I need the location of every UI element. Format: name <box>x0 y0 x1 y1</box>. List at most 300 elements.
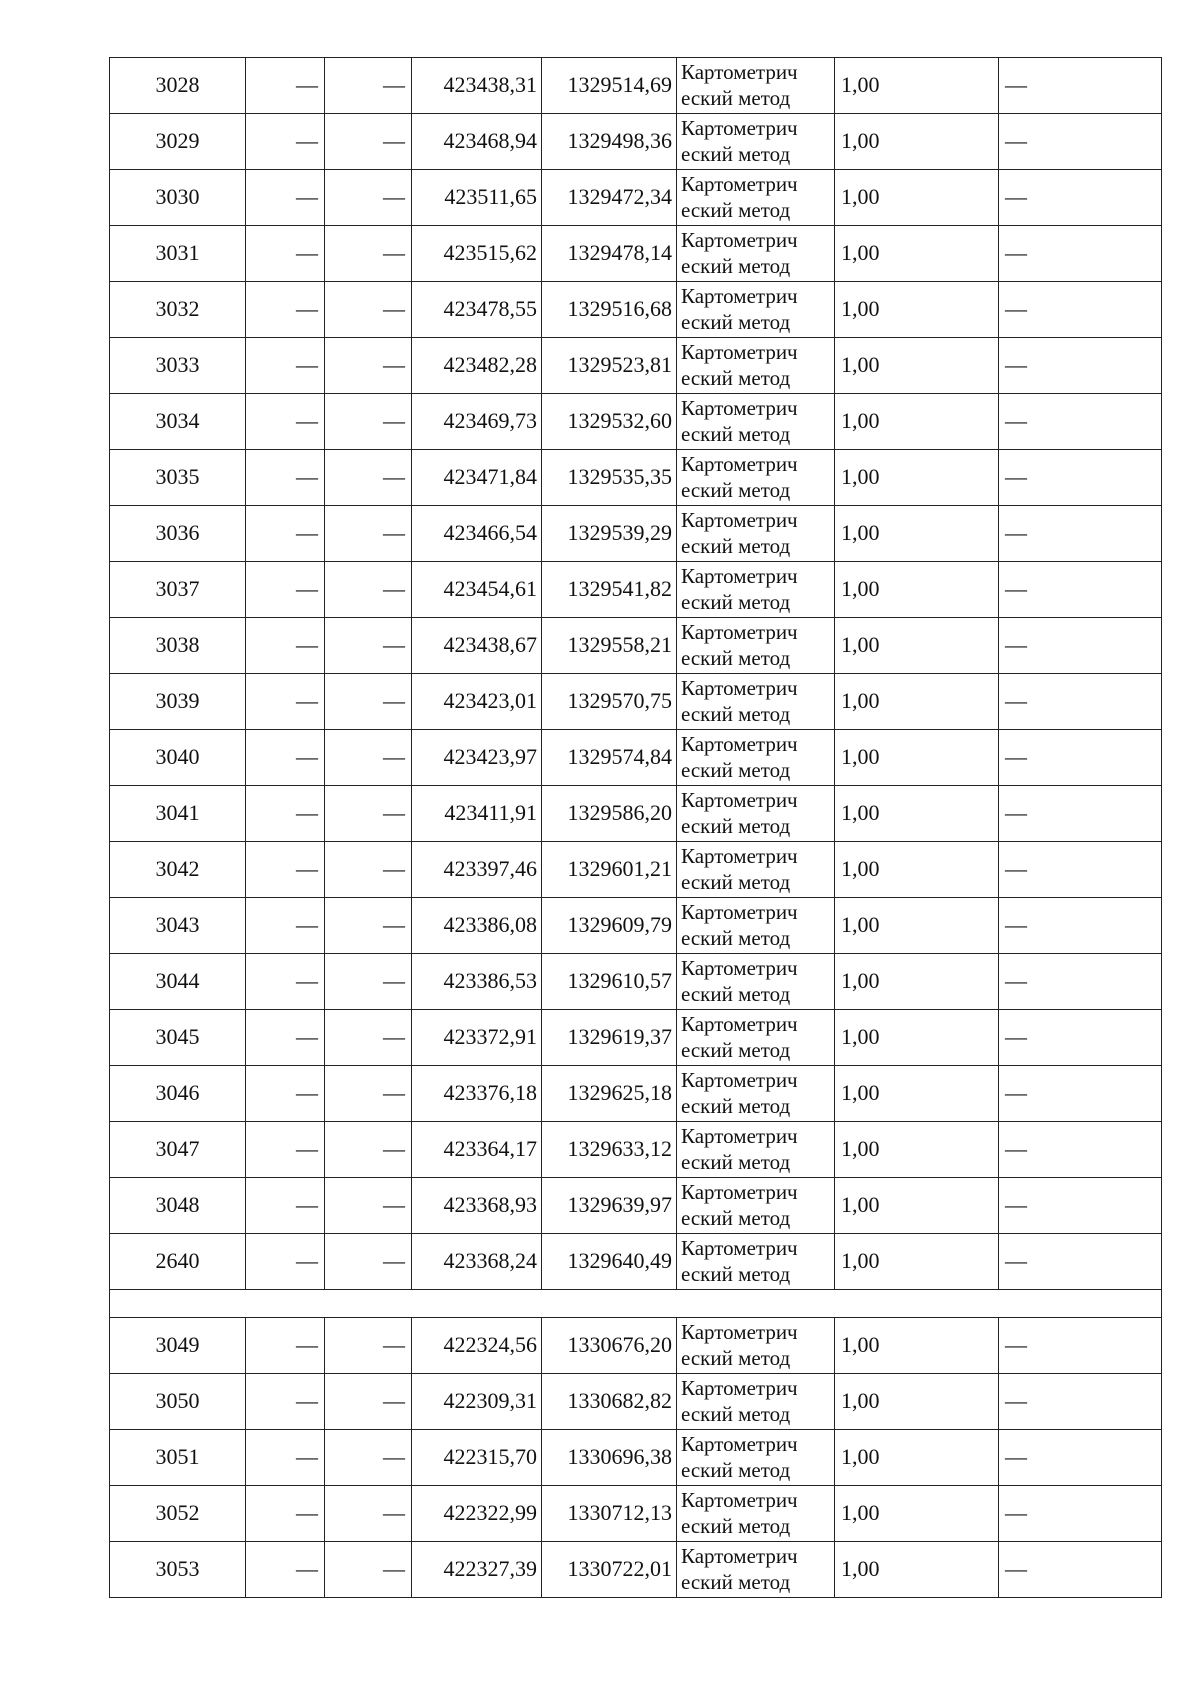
point-number-cell: 3034 <box>110 394 246 450</box>
y-coordinate-cell: 1329586,20 <box>542 786 677 842</box>
point-number-cell: 3043 <box>110 898 246 954</box>
empty-value-cell: — <box>246 394 325 450</box>
method-cell <box>677 114 835 170</box>
empty-value-cell: — <box>325 170 412 226</box>
point-number-cell: 3045 <box>110 1010 246 1066</box>
point-number-cell: 3038 <box>110 618 246 674</box>
description-cell: — <box>999 1066 1162 1122</box>
point-number-cell: 3050 <box>110 1374 246 1430</box>
method-label-line-1: Картометрич <box>681 172 798 197</box>
accuracy-cell: 1,00 <box>835 1178 999 1234</box>
empty-value-cell: — <box>325 226 412 282</box>
point-number-cell: 3049 <box>110 1318 246 1374</box>
point-number-cell: 2640 <box>110 1234 246 1290</box>
empty-value-cell: — <box>246 786 325 842</box>
description-cell: — <box>999 394 1162 450</box>
method-label-line-1: Картометрич <box>681 228 798 253</box>
empty-value-cell: — <box>246 1010 325 1066</box>
method-label-line-1: Картометрич <box>681 900 798 925</box>
empty-value-cell: — <box>325 1542 412 1598</box>
empty-value-cell: — <box>246 954 325 1010</box>
x-coordinate-cell: 423397,46 <box>412 842 542 898</box>
y-coordinate-cell: 1330696,38 <box>542 1430 677 1486</box>
x-coordinate-cell: 423423,97 <box>412 730 542 786</box>
table-row <box>110 618 1162 674</box>
method-label-line-2: еский метод <box>681 365 791 390</box>
x-coordinate-cell: 423511,65 <box>412 170 542 226</box>
method-label-line-1: Картометрич <box>681 1012 798 1037</box>
y-coordinate-cell: 1329535,35 <box>542 450 677 506</box>
y-coordinate-cell: 1329523,81 <box>542 338 677 394</box>
accuracy-cell: 1,00 <box>835 842 999 898</box>
empty-value-cell: — <box>325 282 412 338</box>
method-cell <box>677 394 835 450</box>
method-label-line-1: Картометрич <box>681 1068 798 1093</box>
method-label-line-2: еский метод <box>681 477 791 502</box>
description-cell: — <box>999 1122 1162 1178</box>
method-label-line-2: еский метод <box>681 1037 791 1062</box>
table-row <box>110 58 1162 114</box>
empty-value-cell: — <box>325 730 412 786</box>
method-label-line-1: Картометрич <box>681 1236 798 1261</box>
description-cell: — <box>999 1542 1162 1598</box>
y-coordinate-cell: 1329640,49 <box>542 1234 677 1290</box>
accuracy-cell: 1,00 <box>835 1374 999 1430</box>
empty-value-cell: — <box>325 1066 412 1122</box>
table-row <box>110 170 1162 226</box>
method-label-line-1: Картометрич <box>681 844 798 869</box>
empty-value-cell: — <box>246 730 325 786</box>
empty-value-cell: — <box>246 1122 325 1178</box>
x-coordinate-cell: 423454,61 <box>412 562 542 618</box>
y-coordinate-cell: 1329625,18 <box>542 1066 677 1122</box>
point-number-cell: 3042 <box>110 842 246 898</box>
accuracy-cell: 1,00 <box>835 1542 999 1598</box>
y-coordinate-cell: 1329570,75 <box>542 674 677 730</box>
method-cell <box>677 506 835 562</box>
x-coordinate-cell: 422327,39 <box>412 1542 542 1598</box>
y-coordinate-cell: 1329639,97 <box>542 1178 677 1234</box>
point-number-cell: 3035 <box>110 450 246 506</box>
empty-value-cell: — <box>246 506 325 562</box>
x-coordinate-cell: 423368,24 <box>412 1234 542 1290</box>
method-cell <box>677 898 835 954</box>
empty-value-cell: — <box>246 1318 325 1374</box>
section-separator-row <box>110 1290 1162 1318</box>
empty-value-cell: — <box>325 506 412 562</box>
table-row <box>110 786 1162 842</box>
description-cell: — <box>999 226 1162 282</box>
empty-value-cell: — <box>325 1234 412 1290</box>
method-cell <box>677 282 835 338</box>
method-label-line-2: еский метод <box>681 1401 791 1426</box>
empty-value-cell: — <box>246 1178 325 1234</box>
empty-value-cell: — <box>325 674 412 730</box>
point-number-cell: 3036 <box>110 506 246 562</box>
empty-value-cell: — <box>325 898 412 954</box>
y-coordinate-cell: 1330712,13 <box>542 1486 677 1542</box>
point-number-cell: 3029 <box>110 114 246 170</box>
table-row <box>110 1374 1162 1430</box>
method-cell <box>677 170 835 226</box>
y-coordinate-cell: 1330722,01 <box>542 1542 677 1598</box>
empty-value-cell: — <box>246 450 325 506</box>
method-cell <box>677 1066 835 1122</box>
method-label-line-2: еский метод <box>681 253 791 278</box>
point-number-cell: 3046 <box>110 1066 246 1122</box>
method-label-line-1: Картометрич <box>681 1488 798 1513</box>
method-cell <box>677 1178 835 1234</box>
x-coordinate-cell: 423471,84 <box>412 450 542 506</box>
empty-value-cell: — <box>325 338 412 394</box>
table-row <box>110 1318 1162 1374</box>
method-label-line-2: еский метод <box>681 1261 791 1286</box>
method-cell <box>677 338 835 394</box>
description-cell: — <box>999 1234 1162 1290</box>
description-cell: — <box>999 114 1162 170</box>
description-cell: — <box>999 674 1162 730</box>
point-number-cell: 3041 <box>110 786 246 842</box>
table-body <box>110 58 1162 1598</box>
accuracy-cell: 1,00 <box>835 170 999 226</box>
empty-value-cell: — <box>246 282 325 338</box>
empty-value-cell: — <box>325 1430 412 1486</box>
accuracy-cell: 1,00 <box>835 1122 999 1178</box>
empty-value-cell: — <box>325 58 412 114</box>
table-row <box>110 282 1162 338</box>
method-label-line-1: Картометрич <box>681 340 798 365</box>
accuracy-cell: 1,00 <box>835 954 999 1010</box>
x-coordinate-cell: 423438,31 <box>412 58 542 114</box>
method-label-line-1: Картометрич <box>681 788 798 813</box>
accuracy-cell: 1,00 <box>835 618 999 674</box>
x-coordinate-cell: 423478,55 <box>412 282 542 338</box>
description-cell: — <box>999 450 1162 506</box>
y-coordinate-cell: 1329558,21 <box>542 618 677 674</box>
method-cell <box>677 1486 835 1542</box>
accuracy-cell: 1,00 <box>835 1010 999 1066</box>
x-coordinate-cell: 423368,93 <box>412 1178 542 1234</box>
accuracy-cell: 1,00 <box>835 282 999 338</box>
empty-value-cell: — <box>246 898 325 954</box>
method-label-line-2: еский метод <box>681 309 791 334</box>
accuracy-cell: 1,00 <box>835 338 999 394</box>
method-label-line-2: еский метод <box>681 141 791 166</box>
method-cell <box>677 1542 835 1598</box>
method-label-line-1: Картометрич <box>681 452 798 477</box>
x-coordinate-cell: 423411,91 <box>412 786 542 842</box>
table-row <box>110 1234 1162 1290</box>
x-coordinate-cell: 422315,70 <box>412 1430 542 1486</box>
empty-value-cell: — <box>325 1178 412 1234</box>
table-row <box>110 394 1162 450</box>
method-label-line-1: Картометрич <box>681 956 798 981</box>
separator-cell <box>110 1290 1162 1318</box>
method-label-line-2: еский метод <box>681 1093 791 1118</box>
y-coordinate-cell: 1329601,21 <box>542 842 677 898</box>
x-coordinate-cell: 423482,28 <box>412 338 542 394</box>
method-cell <box>677 1430 835 1486</box>
y-coordinate-cell: 1329619,37 <box>542 1010 677 1066</box>
y-coordinate-cell: 1329610,57 <box>542 954 677 1010</box>
y-coordinate-cell: 1329532,60 <box>542 394 677 450</box>
description-cell: — <box>999 954 1162 1010</box>
coordinates-table <box>109 57 1162 1598</box>
description-cell: — <box>999 1374 1162 1430</box>
empty-value-cell: — <box>246 618 325 674</box>
empty-value-cell: — <box>246 1374 325 1430</box>
method-cell <box>677 842 835 898</box>
method-label-line-2: еский метод <box>681 533 791 558</box>
table-row <box>110 450 1162 506</box>
table-row <box>110 898 1162 954</box>
point-number-cell: 3037 <box>110 562 246 618</box>
empty-value-cell: — <box>325 394 412 450</box>
x-coordinate-cell: 423469,73 <box>412 394 542 450</box>
accuracy-cell: 1,00 <box>835 1486 999 1542</box>
description-cell: — <box>999 1010 1162 1066</box>
table-row <box>110 730 1162 786</box>
method-label-line-2: еский метод <box>681 589 791 614</box>
method-label-line-1: Картометрич <box>681 1432 798 1457</box>
y-coordinate-cell: 1330682,82 <box>542 1374 677 1430</box>
table-row <box>110 338 1162 394</box>
table-row <box>110 1066 1162 1122</box>
empty-value-cell: — <box>325 786 412 842</box>
table-row <box>110 1122 1162 1178</box>
method-label-line-2: еский метод <box>681 645 791 670</box>
point-number-cell: 3033 <box>110 338 246 394</box>
empty-value-cell: — <box>325 1374 412 1430</box>
empty-value-cell: — <box>325 842 412 898</box>
point-number-cell: 3053 <box>110 1542 246 1598</box>
x-coordinate-cell: 423364,17 <box>412 1122 542 1178</box>
point-number-cell: 3044 <box>110 954 246 1010</box>
method-label-line-2: еский метод <box>681 1457 791 1482</box>
empty-value-cell: — <box>246 1234 325 1290</box>
x-coordinate-cell: 423423,01 <box>412 674 542 730</box>
method-label-line-1: Картометрич <box>681 676 798 701</box>
accuracy-cell: 1,00 <box>835 898 999 954</box>
empty-value-cell: — <box>246 1066 325 1122</box>
accuracy-cell: 1,00 <box>835 450 999 506</box>
description-cell: — <box>999 562 1162 618</box>
point-number-cell: 3051 <box>110 1430 246 1486</box>
method-label-line-1: Картометрич <box>681 1180 798 1205</box>
x-coordinate-cell: 423466,54 <box>412 506 542 562</box>
empty-value-cell: — <box>325 1318 412 1374</box>
table-row <box>110 114 1162 170</box>
empty-value-cell: — <box>246 58 325 114</box>
x-coordinate-cell: 423372,91 <box>412 1010 542 1066</box>
method-cell <box>677 58 835 114</box>
method-label-line-1: Картометрич <box>681 508 798 533</box>
y-coordinate-cell: 1329478,14 <box>542 226 677 282</box>
method-label-line-2: еский метод <box>681 1345 791 1370</box>
point-number-cell: 3040 <box>110 730 246 786</box>
method-cell <box>677 1374 835 1430</box>
accuracy-cell: 1,00 <box>835 730 999 786</box>
empty-value-cell: — <box>246 338 325 394</box>
method-cell <box>677 730 835 786</box>
description-cell: — <box>999 506 1162 562</box>
y-coordinate-cell: 1329541,82 <box>542 562 677 618</box>
method-label-line-1: Картометрич <box>681 732 798 757</box>
empty-value-cell: — <box>325 954 412 1010</box>
x-coordinate-cell: 422322,99 <box>412 1486 542 1542</box>
y-coordinate-cell: 1329472,34 <box>542 170 677 226</box>
table-row <box>110 562 1162 618</box>
table-row <box>110 1430 1162 1486</box>
description-cell: — <box>999 338 1162 394</box>
x-coordinate-cell: 423468,94 <box>412 114 542 170</box>
accuracy-cell: 1,00 <box>835 1318 999 1374</box>
method-label-line-2: еский метод <box>681 1513 791 1538</box>
empty-value-cell: — <box>325 618 412 674</box>
table-row <box>110 226 1162 282</box>
method-label-line-2: еский метод <box>681 421 791 446</box>
point-number-cell: 3032 <box>110 282 246 338</box>
table-row <box>110 506 1162 562</box>
y-coordinate-cell: 1329633,12 <box>542 1122 677 1178</box>
point-number-cell: 3030 <box>110 170 246 226</box>
x-coordinate-cell: 423438,67 <box>412 618 542 674</box>
accuracy-cell: 1,00 <box>835 506 999 562</box>
method-label-line-1: Картометрич <box>681 1320 798 1345</box>
description-cell: — <box>999 618 1162 674</box>
method-label-line-1: Картометрич <box>681 564 798 589</box>
method-cell <box>677 786 835 842</box>
table-row <box>110 954 1162 1010</box>
y-coordinate-cell: 1329574,84 <box>542 730 677 786</box>
method-label-line-2: еский метод <box>681 197 791 222</box>
method-cell <box>677 1010 835 1066</box>
table-row <box>110 674 1162 730</box>
method-label-line-2: еский метод <box>681 1569 791 1594</box>
accuracy-cell: 1,00 <box>835 786 999 842</box>
empty-value-cell: — <box>325 114 412 170</box>
description-cell: — <box>999 170 1162 226</box>
method-cell <box>677 450 835 506</box>
point-number-cell: 3031 <box>110 226 246 282</box>
accuracy-cell: 1,00 <box>835 1234 999 1290</box>
method-cell <box>677 1122 835 1178</box>
method-label-line-1: Картометрич <box>681 1124 798 1149</box>
description-cell: — <box>999 1318 1162 1374</box>
table-row <box>110 842 1162 898</box>
method-label-line-2: еский метод <box>681 1149 791 1174</box>
method-cell <box>677 226 835 282</box>
method-label-line-2: еский метод <box>681 85 791 110</box>
empty-value-cell: — <box>325 1122 412 1178</box>
accuracy-cell: 1,00 <box>835 394 999 450</box>
description-cell: — <box>999 1430 1162 1486</box>
x-coordinate-cell: 423386,08 <box>412 898 542 954</box>
empty-value-cell: — <box>246 674 325 730</box>
method-label-line-2: еский метод <box>681 869 791 894</box>
description-cell: — <box>999 730 1162 786</box>
description-cell: — <box>999 282 1162 338</box>
method-label-line-2: еский метод <box>681 813 791 838</box>
empty-value-cell: — <box>246 170 325 226</box>
method-label-line-1: Картометрич <box>681 60 798 85</box>
method-label-line-2: еский метод <box>681 701 791 726</box>
accuracy-cell: 1,00 <box>835 1430 999 1486</box>
method-label-line-1: Картометрич <box>681 116 798 141</box>
y-coordinate-cell: 1329539,29 <box>542 506 677 562</box>
point-number-cell: 3047 <box>110 1122 246 1178</box>
x-coordinate-cell: 423386,53 <box>412 954 542 1010</box>
method-label-line-2: еский метод <box>681 925 791 950</box>
method-label-line-2: еский метод <box>681 757 791 782</box>
point-number-cell: 3048 <box>110 1178 246 1234</box>
accuracy-cell: 1,00 <box>835 114 999 170</box>
y-coordinate-cell: 1330676,20 <box>542 1318 677 1374</box>
method-label-line-2: еский метод <box>681 981 791 1006</box>
empty-value-cell: — <box>325 1486 412 1542</box>
empty-value-cell: — <box>246 1542 325 1598</box>
description-cell: — <box>999 1486 1162 1542</box>
empty-value-cell: — <box>246 226 325 282</box>
accuracy-cell: 1,00 <box>835 226 999 282</box>
empty-value-cell: — <box>325 562 412 618</box>
empty-value-cell: — <box>246 114 325 170</box>
y-coordinate-cell: 1329498,36 <box>542 114 677 170</box>
description-cell: — <box>999 898 1162 954</box>
description-cell: — <box>999 58 1162 114</box>
method-cell <box>677 674 835 730</box>
empty-value-cell: — <box>325 450 412 506</box>
empty-value-cell: — <box>246 842 325 898</box>
method-cell <box>677 954 835 1010</box>
point-number-cell: 3028 <box>110 58 246 114</box>
method-cell <box>677 562 835 618</box>
x-coordinate-cell: 423515,62 <box>412 226 542 282</box>
point-number-cell: 3039 <box>110 674 246 730</box>
accuracy-cell: 1,00 <box>835 1066 999 1122</box>
x-coordinate-cell: 422324,56 <box>412 1318 542 1374</box>
method-label-line-1: Картометрич <box>681 396 798 421</box>
description-cell: — <box>999 786 1162 842</box>
x-coordinate-cell: 422309,31 <box>412 1374 542 1430</box>
point-number-cell: 3052 <box>110 1486 246 1542</box>
method-cell <box>677 618 835 674</box>
empty-value-cell: — <box>246 1486 325 1542</box>
y-coordinate-cell: 1329516,68 <box>542 282 677 338</box>
accuracy-cell: 1,00 <box>835 674 999 730</box>
method-label-line-1: Картометрич <box>681 1544 798 1569</box>
accuracy-cell: 1,00 <box>835 58 999 114</box>
method-label-line-2: еский метод <box>681 1205 791 1230</box>
method-cell <box>677 1234 835 1290</box>
table-row <box>110 1542 1162 1598</box>
empty-value-cell: — <box>246 1430 325 1486</box>
table-row <box>110 1486 1162 1542</box>
method-cell <box>677 1318 835 1374</box>
description-cell: — <box>999 842 1162 898</box>
accuracy-cell: 1,00 <box>835 562 999 618</box>
method-label-line-1: Картометрич <box>681 620 798 645</box>
table-row <box>110 1178 1162 1234</box>
empty-value-cell: — <box>325 1010 412 1066</box>
method-label-line-1: Картометрич <box>681 284 798 309</box>
y-coordinate-cell: 1329514,69 <box>542 58 677 114</box>
table-row <box>110 1010 1162 1066</box>
y-coordinate-cell: 1329609,79 <box>542 898 677 954</box>
empty-value-cell: — <box>246 562 325 618</box>
method-label-line-1: Картометрич <box>681 1376 798 1401</box>
x-coordinate-cell: 423376,18 <box>412 1066 542 1122</box>
